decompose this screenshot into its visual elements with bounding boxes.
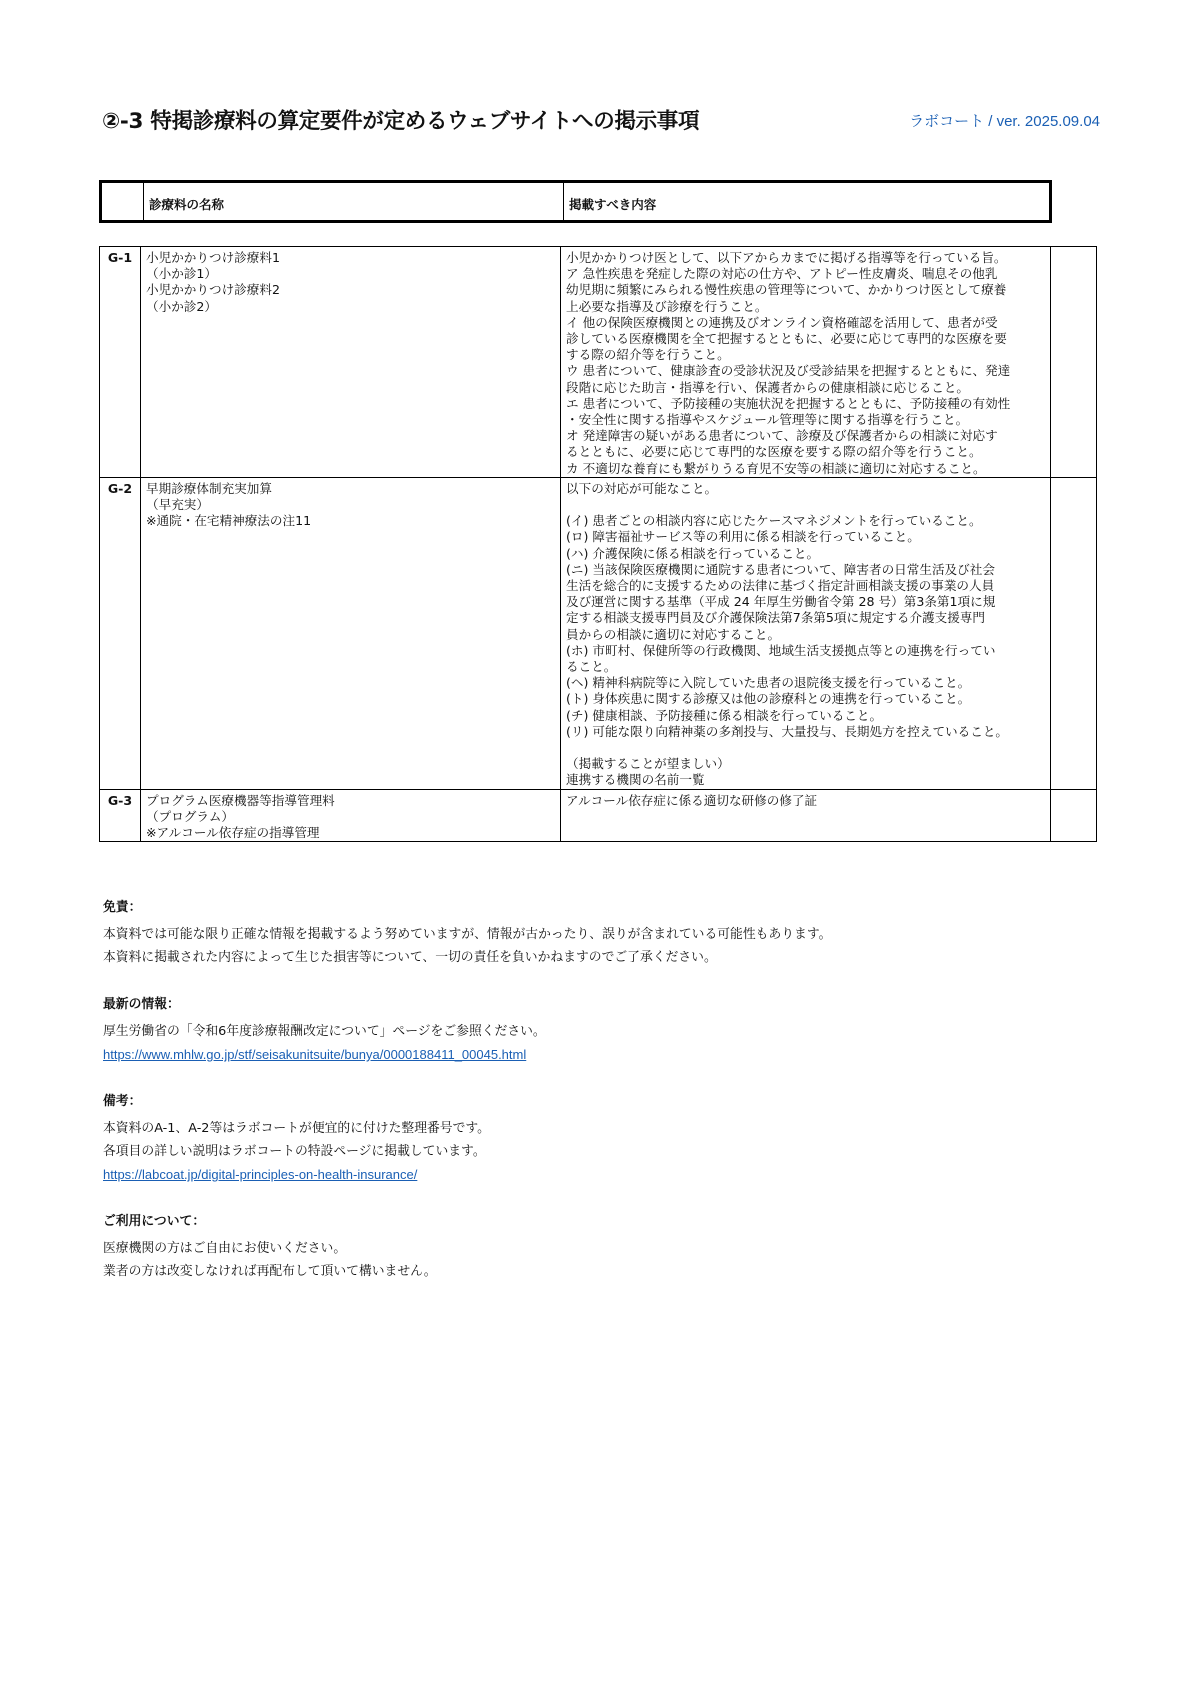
fee-name-line: プログラム医療機器等指導管理料: [146, 792, 335, 808]
content-line: (ハ) 介護保険に係る相談を行っていること。: [566, 545, 820, 561]
empty-check-cell: [1051, 789, 1097, 842]
content-line: ・安全性に関する指導やスケジュール管理等に関する指導を行うこと。: [566, 412, 969, 428]
page-title: ②-3 特掲診療料の算定要件が定めるウェブサイトへの掲示事項: [102, 109, 700, 134]
header-id-cell: [102, 183, 144, 220]
row-id: G-2: [100, 477, 141, 789]
empty-check-cell: [1051, 247, 1097, 478]
requirements-table: [99, 246, 1097, 842]
fee-name-line: 小児かかりつけ診療料1: [146, 250, 280, 265]
content-cell: [561, 247, 1051, 478]
content-line: アルコール依存症に係る適切な研修の修了証: [566, 792, 818, 808]
content-line: エ 患者について、予防接種の実施状況を把握するとともに、予防接種の有効性: [566, 395, 1011, 411]
labcoat-link[interactable]: https://labcoat.jp/digital-principles-on-health-insurance/: [103, 1167, 418, 1182]
table-row: [100, 789, 1097, 842]
content-line: 幼児期に頻繁にみられる慢性疾患の管理等について、かかりつけ医として療養: [566, 282, 1007, 298]
fee-name-line: （小か診1）: [146, 266, 217, 282]
content-line: 連携する機関の名前一覧: [566, 772, 705, 788]
fee-name-line: （小か診2）: [146, 298, 217, 314]
header-content-label: 掲載すべき内容: [569, 197, 657, 212]
content-line: する際の紹介等を行うこと。: [566, 347, 730, 363]
mhlw-link[interactable]: https://www.mhlw.go.jp/stf/seisakunitsuite/bunya/0000188411_00045.html: [103, 1047, 527, 1062]
disclaimer-line: 本資料では可能な限り正確な情報を掲載するよう努めていますが、情報が古かったり、誤りが含まれている可能性もあります。: [103, 927, 832, 942]
content-line: (リ) 可能な限り向精神薬の多剤投与、大量投与、長期処方を控えていること。: [566, 723, 1009, 739]
content-line: 以下の対応が可能なこと。: [566, 480, 718, 496]
latest-line: 厚生労働省の「令和6年度診療報酬改定について」ページをご参照ください。: [103, 1024, 546, 1039]
content-line: ア 急性疾患を発症した際の対応の仕方や、アトピー性皮膚炎、喘息その他乳: [566, 266, 998, 282]
remarks-line: 本資料のA-1、A-2等はラボコートが便宜的に付けた整理番号です。: [103, 1121, 490, 1136]
fee-name-line: （早充実）: [146, 497, 209, 513]
row-id: G-3: [100, 789, 141, 842]
content-line: (ト) 身体疾患に関する診療又は他の診療科との連携を行っていること。: [566, 691, 971, 707]
content-line: 段階に応じた助言・指導を行い、保護者からの健康相談に応じること。: [566, 379, 969, 395]
fee-name-cell: [141, 789, 561, 842]
notes-section: [103, 896, 831, 1307]
disclaimer-line: 本資料に掲載された内容によって生じた損害等について、一切の責任を負いかねますのでご了承ください。: [103, 950, 717, 965]
usage-section: [103, 1210, 831, 1283]
content-line: カ 不適切な養育にも繋がりうる育児不安等の相談に適切に対応すること。: [566, 460, 986, 476]
version-label: ラボコート / ver. 2025.09.04: [909, 113, 1100, 130]
content-line: (ヘ) 精神科病院等に入院していた患者の退院後支援を行っていること。: [566, 675, 971, 691]
content-cell: [561, 477, 1051, 789]
table-row: [100, 477, 1097, 789]
fee-name-line: （プログラム）: [146, 808, 235, 824]
content-line: るとともに、必要に応じて専門的な医療を要する際の紹介等を行うこと。: [566, 444, 982, 460]
latest-heading: 最新の情報：: [103, 997, 180, 1012]
remarks-line: 各項目の詳しい説明はラボコートの特設ページに掲載しています。: [103, 1144, 486, 1159]
remarks-section: [103, 1090, 831, 1186]
fee-name-cell: [141, 477, 561, 789]
header-name-label: 診療料の名称: [144, 183, 564, 220]
usage-heading: ご利用について：: [103, 1214, 206, 1229]
usage-line: 業者の方は改変しなければ再配布して頂いて構いません。: [103, 1264, 437, 1279]
fee-name-line: ※通院・在宅精神療法の注11: [146, 513, 312, 529]
usage-line: 医療機関の方はご自由にお使いください。: [103, 1241, 347, 1256]
content-line: (チ) 健康相談、予防接種に係る相談を行っていること。: [566, 707, 883, 723]
content-line: 小児かかりつけ医として、以下アからカまでに掲げる指導等を行っている旨。: [566, 250, 1007, 265]
table-header: [99, 180, 1052, 223]
disclaimer-section: [103, 896, 831, 969]
disclaimer-heading: 免責：: [103, 900, 142, 915]
content-line: 及び運営に関する基準（平成 24 年厚生労働省令第 28 号）第3条第1項に規: [566, 594, 996, 610]
content-line: [566, 740, 1045, 756]
fee-name-line: ※アルコール依存症の指導管理: [146, 825, 320, 841]
table-row: [100, 247, 1097, 478]
content-line: (イ) 患者ごとの相談内容に応じたケースマネジメントを行っていること。: [566, 513, 982, 529]
content-line: （掲載することが望ましい）: [566, 756, 730, 772]
row-id: G-1: [100, 247, 141, 478]
content-line: オ 発達障害の疑いがある患者について、診療及び保護者からの相談に対応す: [566, 428, 998, 444]
content-line: 生活を総合的に支援するための法律に基づく指定計画相談支援の事業の人員: [566, 578, 995, 594]
content-line: ウ 患者について、健康診査の受診状況及び受診結果を把握するとともに、発達: [566, 363, 1011, 379]
fee-name-cell: [141, 247, 561, 478]
content-line: 上必要な指導及び診療を行うこと。: [566, 298, 768, 314]
content-cell: [561, 789, 1051, 842]
content-line: 定する相談支援専門員及び介護保険法第7条第5項に規定する介護支援専門: [566, 610, 986, 626]
content-line: 員からの相談に適切に対応すること。: [566, 626, 781, 642]
fee-name-line: 早期診療体制充実加算: [146, 480, 272, 496]
content-line: [566, 497, 1045, 513]
content-line: (ニ) 当該保険医療機関に通院する患者について、障害者の日常生活及び社会: [566, 561, 995, 577]
content-line: イ 他の保険医療機関との連携及びオンライン資格確認を活用して、患者が受: [566, 314, 998, 330]
content-line: ること。: [566, 659, 617, 675]
remarks-heading: 備考：: [103, 1094, 142, 1109]
empty-check-cell: [1051, 477, 1097, 789]
fee-name-line: 小児かかりつけ診療料2: [146, 282, 280, 298]
content-line: (ロ) 障害福祉サービス等の利用に係る相談を行っていること。: [566, 529, 920, 545]
latest-info-section: [103, 993, 831, 1066]
content-line: 診している医療機関を全て把握するとともに、必要に応じて専門的な医療を要: [566, 331, 1007, 347]
content-line: (ホ) 市町村、保健所等の行政機関、地域生活支援拠点等との連携を行ってい: [566, 642, 996, 658]
